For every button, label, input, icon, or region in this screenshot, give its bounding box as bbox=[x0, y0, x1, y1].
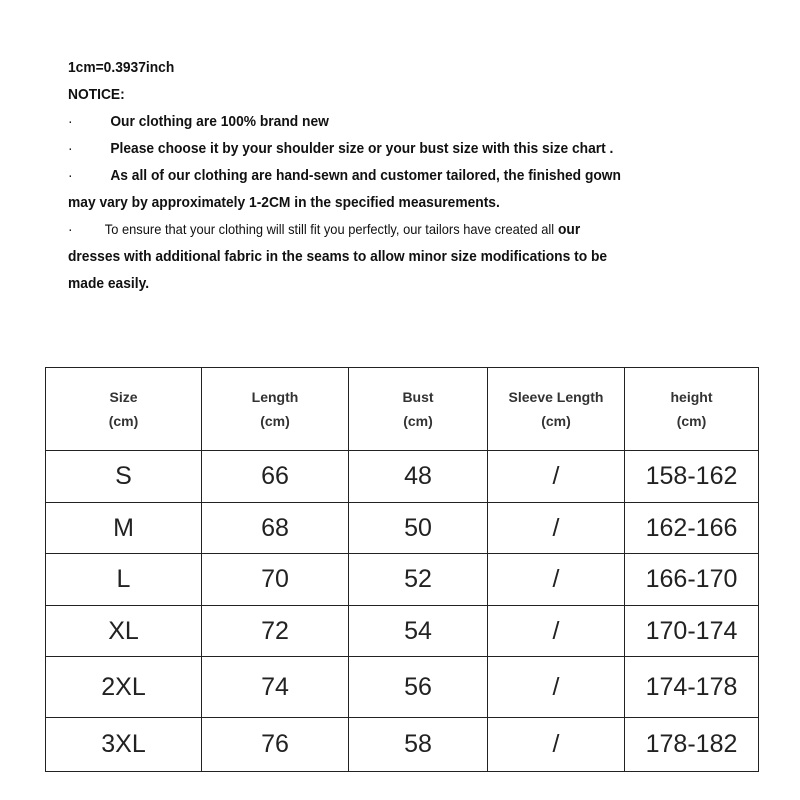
cell-length: 66 bbox=[202, 451, 349, 503]
notice-text: Please choose it by your shoulder size or your bust size with this size chart . bbox=[110, 140, 614, 157]
notice-text: Our clothing are 100% brand new bbox=[110, 113, 329, 130]
cell-sleeve-length: / bbox=[488, 554, 625, 606]
table-row bbox=[46, 718, 759, 772]
notice-item-4 bbox=[68, 216, 675, 243]
cell-length: 70 bbox=[202, 554, 349, 606]
cell-sleeve-length: / bbox=[488, 657, 625, 718]
cell-size: 2XL bbox=[46, 657, 202, 718]
table-row bbox=[46, 606, 759, 657]
cell-size: L bbox=[46, 554, 202, 606]
header-unit: (cm) bbox=[260, 413, 290, 429]
notice-title: NOTICE: bbox=[68, 86, 125, 103]
cell-length: 68 bbox=[202, 503, 349, 554]
table-row bbox=[46, 451, 759, 503]
cell-sleeve-length: / bbox=[488, 606, 625, 657]
bullet-icon: · bbox=[68, 140, 73, 157]
header-size bbox=[46, 368, 202, 451]
cell-length: 74 bbox=[202, 657, 349, 718]
bullet-icon: · bbox=[68, 221, 73, 238]
bullet-icon: · bbox=[68, 167, 73, 184]
notice-text: To ensure that your clothing will still fit you perfectly, our tailors have created all bbox=[104, 221, 555, 237]
notice-item-1 bbox=[68, 108, 675, 135]
header-bust bbox=[349, 368, 488, 451]
cell-bust: 48 bbox=[349, 451, 488, 503]
table-row bbox=[46, 554, 759, 606]
cell-sleeve-length: / bbox=[488, 718, 625, 772]
notice-section bbox=[68, 54, 675, 297]
notice-item-2 bbox=[68, 135, 675, 162]
header-unit: (cm) bbox=[676, 413, 707, 429]
header-length bbox=[202, 368, 349, 451]
cell-height: 166-170 bbox=[625, 554, 759, 606]
bullet-icon: · bbox=[68, 113, 73, 130]
cell-height: 174-178 bbox=[625, 657, 759, 718]
header-label: Size bbox=[109, 389, 138, 405]
cell-bust: 54 bbox=[349, 606, 488, 657]
header-label: Bust bbox=[402, 389, 434, 405]
cell-bust: 58 bbox=[349, 718, 488, 772]
cell-sleeve-length: / bbox=[488, 451, 625, 503]
table-header-row bbox=[46, 368, 759, 451]
header-label: Length bbox=[251, 389, 299, 405]
cell-size: S bbox=[46, 451, 202, 503]
header-unit: (cm) bbox=[108, 413, 139, 429]
notice-text-bold: our bbox=[557, 221, 581, 238]
header-unit: (cm) bbox=[541, 413, 571, 429]
header-label: Sleeve Length bbox=[508, 389, 604, 405]
header-label: height bbox=[670, 389, 713, 405]
size-chart-table bbox=[45, 367, 759, 772]
cell-size: XL bbox=[46, 606, 202, 657]
cell-bust: 56 bbox=[349, 657, 488, 718]
table-row bbox=[46, 657, 759, 718]
header-height bbox=[625, 368, 759, 451]
cell-bust: 52 bbox=[349, 554, 488, 606]
cell-sleeve-length: / bbox=[488, 503, 625, 554]
cell-height: 170-174 bbox=[625, 606, 759, 657]
table-row bbox=[46, 503, 759, 554]
cell-size: 3XL bbox=[46, 718, 202, 772]
notice-text-continued: may vary by approximately 1-2CM in the specified measurements. bbox=[68, 194, 500, 211]
cell-size: M bbox=[46, 503, 202, 554]
header-sleeve-length bbox=[488, 368, 625, 451]
notice-text-continued: made easily. bbox=[68, 275, 150, 292]
cell-height: 178-182 bbox=[625, 718, 759, 772]
cell-length: 76 bbox=[202, 718, 349, 772]
notice-text-continued: dresses with additional fabric in the seams to allow minor size modifications to be bbox=[68, 248, 608, 265]
notice-item-3 bbox=[68, 162, 675, 189]
header-unit: (cm) bbox=[403, 413, 433, 429]
unit-conversion: 1cm=0.3937inch bbox=[68, 59, 175, 76]
cell-height: 158-162 bbox=[625, 451, 759, 503]
cell-height: 162-166 bbox=[625, 503, 759, 554]
cell-length: 72 bbox=[202, 606, 349, 657]
notice-text: As all of our clothing are hand-sewn and customer tailored, the finished gown bbox=[110, 167, 621, 184]
cell-bust: 50 bbox=[349, 503, 488, 554]
